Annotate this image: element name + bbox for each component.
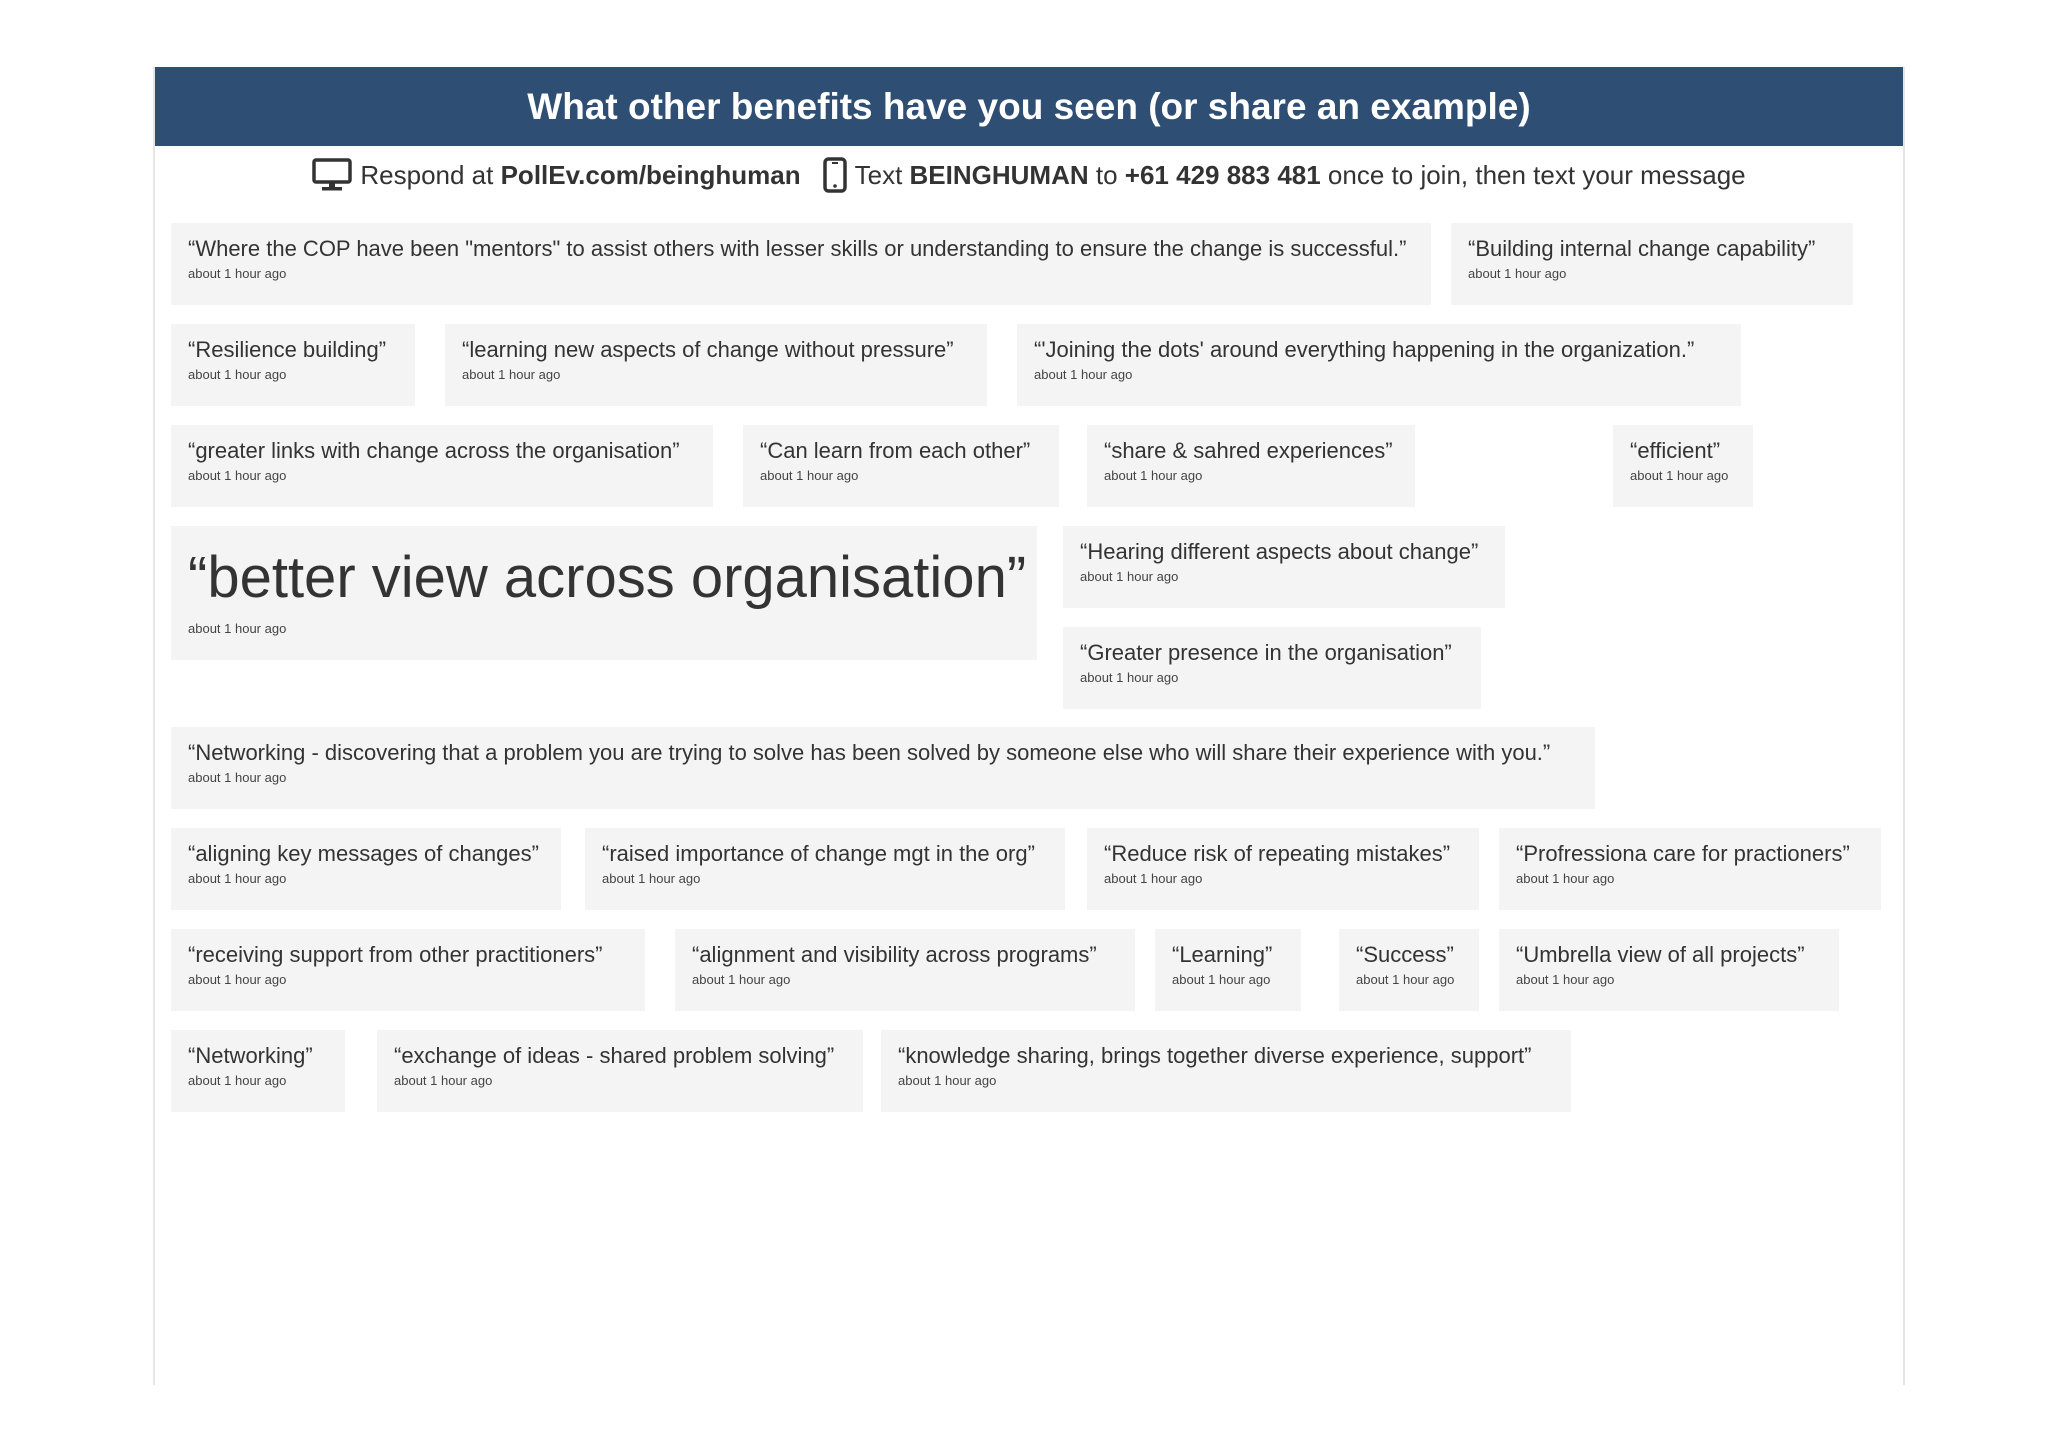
response-card bbox=[171, 1030, 345, 1112]
response-card bbox=[585, 828, 1065, 910]
response-card bbox=[743, 425, 1059, 507]
response-text: “knowledge sharing, brings together diverse experience, support” bbox=[898, 1043, 1532, 1068]
poll-title-bar bbox=[155, 67, 1903, 146]
sms-keyword: BEINGHUMAN bbox=[909, 159, 1089, 190]
response-time: about 1 hour ago bbox=[1080, 569, 1179, 584]
response-time: about 1 hour ago bbox=[462, 367, 561, 382]
response-card bbox=[1339, 929, 1479, 1011]
response-text: “better view across organisation” bbox=[188, 545, 1027, 610]
poll-frame bbox=[153, 67, 1905, 1385]
response-card bbox=[377, 1030, 863, 1112]
response-card bbox=[1087, 425, 1415, 507]
response-card bbox=[1087, 828, 1479, 910]
response-text: “Greater presence in the organisation” bbox=[1080, 640, 1452, 665]
response-text: “Networking” bbox=[188, 1043, 313, 1068]
response-time: about 1 hour ago bbox=[394, 1073, 493, 1088]
response-text: “alignment and visibility across programs” bbox=[692, 942, 1097, 967]
response-time: about 1 hour ago bbox=[188, 266, 287, 281]
response-card bbox=[171, 223, 1431, 305]
response-card bbox=[171, 929, 645, 1011]
text-prefix: Text bbox=[854, 159, 910, 190]
sms-phone-number: +61 429 883 481 bbox=[1124, 159, 1321, 190]
response-text: “Reduce risk of repeating mistakes” bbox=[1104, 841, 1451, 866]
response-card bbox=[1155, 929, 1301, 1011]
response-text: “Where the COP have been "mentors" to assist others with lesser skills or understanding to ensure the change is successful.” bbox=[188, 236, 1407, 261]
response-text: “'Joining the dots' around everything happening in the organization.” bbox=[1034, 337, 1695, 362]
response-text: “learning new aspects of change without pressure” bbox=[462, 337, 954, 362]
poll-title: What other benefits have you seen (or share an example) bbox=[527, 85, 1531, 127]
response-text: “Learning” bbox=[1172, 942, 1273, 967]
response-text: “aligning key messages of changes” bbox=[188, 841, 539, 866]
response-time: about 1 hour ago bbox=[1172, 972, 1271, 987]
response-time: about 1 hour ago bbox=[760, 468, 859, 483]
response-time: about 1 hour ago bbox=[188, 621, 287, 636]
response-time: about 1 hour ago bbox=[1034, 367, 1133, 382]
response-card bbox=[171, 828, 561, 910]
response-card bbox=[1499, 929, 1839, 1011]
response-card bbox=[881, 1030, 1571, 1112]
response-time: about 1 hour ago bbox=[188, 871, 287, 886]
response-time: about 1 hour ago bbox=[188, 468, 287, 483]
response-time: about 1 hour ago bbox=[1468, 266, 1567, 281]
response-card bbox=[675, 929, 1135, 1011]
response-time: about 1 hour ago bbox=[1516, 972, 1615, 987]
join-suffix: once to join, then text your message bbox=[1320, 159, 1746, 190]
response-card bbox=[1451, 223, 1853, 305]
to-word: to bbox=[1088, 159, 1125, 190]
monitor-icon bbox=[312, 158, 352, 192]
response-card bbox=[445, 324, 987, 406]
response-text: “exchange of ideas - shared problem solving” bbox=[394, 1043, 835, 1068]
respond-prefix: Respond at bbox=[360, 159, 501, 190]
response-text: “Hearing different aspects about change” bbox=[1080, 539, 1479, 564]
response-time: about 1 hour ago bbox=[692, 972, 791, 987]
response-time: about 1 hour ago bbox=[1104, 871, 1203, 886]
response-text: “Success” bbox=[1356, 942, 1454, 967]
response-text: “Building internal change capability” bbox=[1468, 236, 1816, 261]
response-card bbox=[1499, 828, 1881, 910]
response-card bbox=[1017, 324, 1741, 406]
response-text: “efficient” bbox=[1630, 438, 1721, 463]
response-time: about 1 hour ago bbox=[188, 972, 287, 987]
smartphone-icon bbox=[823, 157, 847, 193]
response-time: about 1 hour ago bbox=[188, 1073, 287, 1088]
respond-url-link[interactable]: PollEv.com/beinghuman bbox=[500, 159, 801, 190]
response-text: “share & sahred experiences” bbox=[1104, 438, 1393, 463]
response-card bbox=[171, 425, 713, 507]
response-time: about 1 hour ago bbox=[1356, 972, 1455, 987]
response-text: “receiving support from other practitioners” bbox=[188, 942, 603, 967]
response-text: “Resilience building” bbox=[188, 337, 387, 362]
response-text: “greater links with change across the organisation” bbox=[188, 438, 680, 463]
response-card bbox=[1613, 425, 1753, 507]
join-instructions bbox=[155, 151, 1903, 199]
response-time: about 1 hour ago bbox=[188, 770, 287, 785]
response-card-featured bbox=[171, 526, 1037, 660]
response-time: about 1 hour ago bbox=[1630, 468, 1729, 483]
response-card bbox=[171, 324, 415, 406]
response-card bbox=[1063, 627, 1481, 709]
response-time: about 1 hour ago bbox=[1104, 468, 1203, 483]
response-time: about 1 hour ago bbox=[1516, 871, 1615, 886]
response-text: “raised importance of change mgt in the org” bbox=[602, 841, 1035, 866]
response-text: “Can learn from each other” bbox=[760, 438, 1031, 463]
response-time: about 1 hour ago bbox=[898, 1073, 997, 1088]
response-card bbox=[171, 727, 1595, 809]
response-time: about 1 hour ago bbox=[188, 367, 287, 382]
response-text: “Networking - discovering that a problem you are trying to solve has been solved by someone else who will share their experience with you.” bbox=[188, 740, 1551, 765]
response-time: about 1 hour ago bbox=[1080, 670, 1179, 685]
response-text: “Profressiona care for practioners” bbox=[1516, 841, 1850, 866]
response-time: about 1 hour ago bbox=[602, 871, 701, 886]
response-card bbox=[1063, 526, 1505, 608]
response-text: “Umbrella view of all projects” bbox=[1516, 942, 1805, 967]
